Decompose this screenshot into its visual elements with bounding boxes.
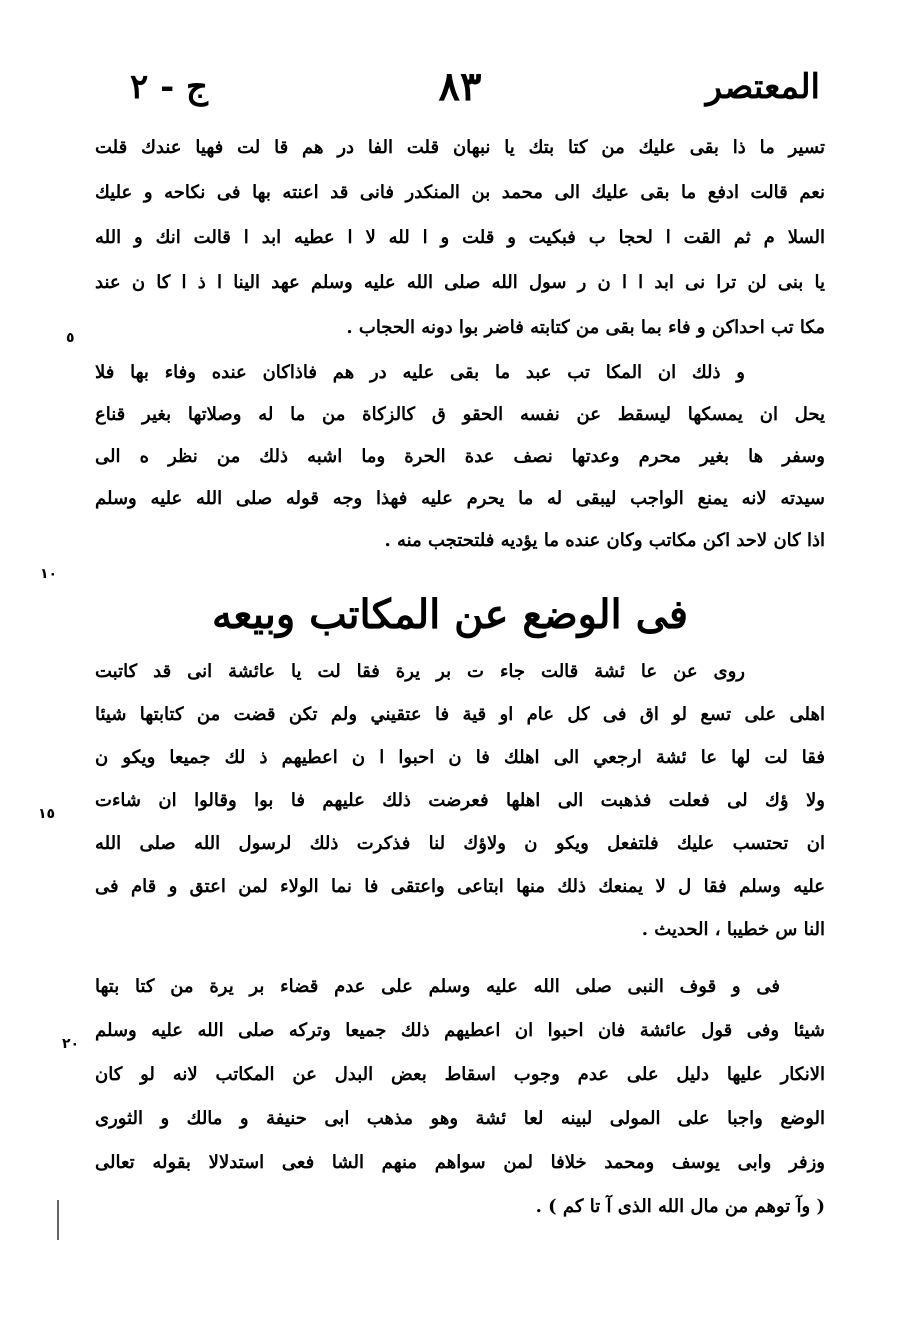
paragraph-2 xyxy=(95,352,825,562)
margin-line-number: ٥ xyxy=(66,330,75,346)
text-line: السلا م ثم القت ا لحجا ب فبكيت و قلت و ا لله لا ا عطيه ابد ا قالت انك و الله xyxy=(95,227,825,248)
text-line: اذا كان لاحد اكن مكاتب وكان عنده ما يؤديه فلتحتجب منه . xyxy=(384,530,825,551)
text-line: الانكار عليها دليل على عدم وجوب اسقاط بعض البدل عن المكاتب لانه لو كان xyxy=(95,1064,825,1085)
text-line: روى عن عا ئشة قالت جاء ت بر يرة فقا لت يا عائشة انى قد كاتبت xyxy=(95,661,745,682)
text-line: فقا لت لها عا ئشة ارجعي الى اهلك فا ن احبوا ا ن اعطيهم ذ لك جميعا ويكو ن xyxy=(95,747,825,768)
paragraph-3 xyxy=(95,650,825,951)
text-line: يحل ان يمسكها ليسقط عن نفسه الحقو ق كالزكاة من ما له وصلاتها بغير قناع xyxy=(95,404,825,425)
running-title: المعتصر xyxy=(705,67,820,107)
text-line: وزفر وابى يوسف ومحمد خلافا لمن سواهم منهم الشا فعى استدلالا بقوله تعالى xyxy=(95,1152,825,1173)
margin-line-number: ٢٠ xyxy=(62,1036,80,1052)
text-line: اهلى على تسع لو اق فى كل عام او قية فا عتقيني ولم تكن قضت من كتابتها شيئا xyxy=(95,704,825,725)
section-heading: فى الوضع عن المكاتب وبيعه xyxy=(211,591,689,638)
paragraph-4 xyxy=(95,965,825,1229)
page-header xyxy=(100,62,820,122)
text-line: الوضع واجبا على المولى لبينه لعا ئشة وهو مذهب ابى حنيفة و مالك و الثورى xyxy=(95,1108,825,1129)
page-number: ٨٣ xyxy=(438,63,482,110)
text-line: ( وآ توهم من مال الله الذى آ تا كم ) . xyxy=(535,1196,825,1217)
text-line: فى و قوف النبى صلى الله عليه وسلم على عدم قضاء بر يرة من كتا بتها xyxy=(95,976,780,997)
text-line: سيدته لانه يمنع الواجب ليبقى له ما يحرم عليه فهذا وجه قوله صلى الله عليه وسلم xyxy=(95,488,825,509)
text-line: النا س خطيبا ، الحديث . xyxy=(641,919,825,940)
text-line: عليه وسلم فقا ل لا يمنعك ذلك منها ابتاعى واعتقى فا نما الولاء لمن اعتق و قام فى xyxy=(95,876,825,897)
text-line: تسير ما ذا بقى عليك من كتا بتك يا نبهان قلت الفا در هم قا لت فهيا عندك قلت xyxy=(95,137,825,158)
text-line: ان تحتسب عليك فلتفعل ويكو ن ولاؤك لنا فذكرت ذلك لرسول الله صلى الله xyxy=(95,833,825,854)
text-line: مكا تب احداكن و فاء بما بقى من كتابته فاضر بوا دونه الحجاب . xyxy=(346,317,825,338)
text-line: ولا ؤك لى فعلت فذهبت الى اهلها فعرضت ذلك عليهم فا بوا وقالوا ان شاءت xyxy=(95,790,825,811)
text-line: نعم قالت ادفع ما بقى عليك الى محمد بن المنكدر فانى قد اعنته بها فى نكاحه و عليك xyxy=(95,182,825,203)
text-line: و ذلك ان المكا تب عبد ما بقى عليه در هم فاذاكان عنده وفاء بها فلا xyxy=(95,362,745,383)
scan-edge-mark xyxy=(57,1200,59,1240)
volume-number: ج - ٢ xyxy=(130,67,208,107)
text-line: يا بنى لن ترا نى ابد ا ا ن ر سول الله صلى الله عليه وسلم عهد الينا ا ذ ا كا ن عند xyxy=(95,272,825,293)
margin-line-number: ١٠ xyxy=(40,566,58,582)
text-line: شيئا وفى قول عائشة فان احبوا ان اعطيهم ذلك جميعا وتركه صلى الله عليه وسلم xyxy=(95,1020,825,1041)
text-line: وسفر ها بغير محرم وعدتها نصف عدة الحرة وما اشبه ذلك من نظر ه الى xyxy=(95,446,825,467)
paragraph-1 xyxy=(95,125,825,350)
margin-line-number: ١٥ xyxy=(38,806,56,822)
